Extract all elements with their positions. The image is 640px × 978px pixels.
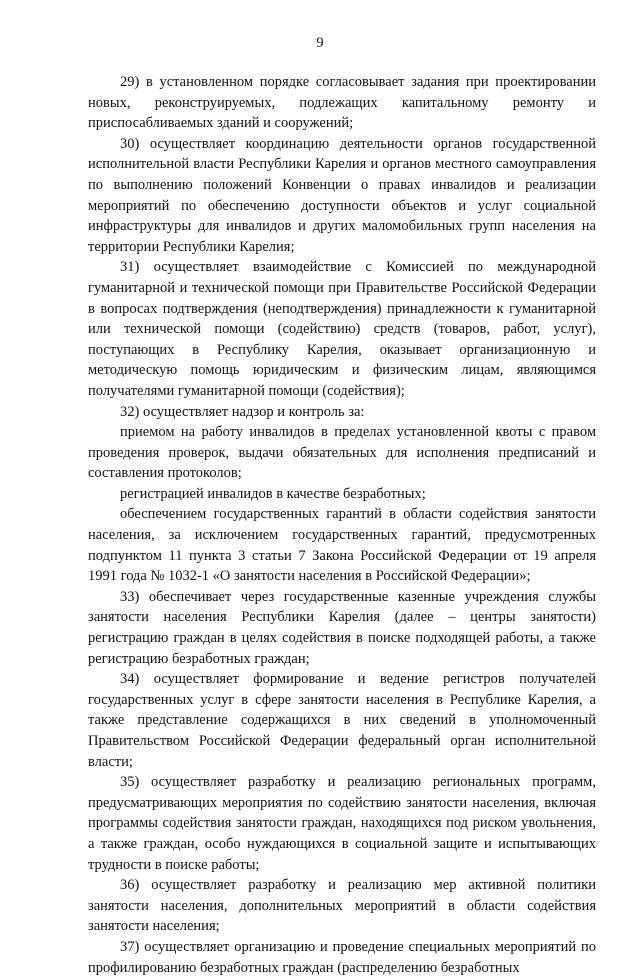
paragraph-subitem-quota: приемом на работу инвалидов в пределах установленной квоты с правом проведения проверок, выдачи обязательных для исполнения предписаний и составления протоколов; [88,424,596,482]
paragraph-item-37: 37) осуществляет организацию и проведение специальных мероприятий по профилированию безработных граждан (распределению безработных [88,938,596,976]
paragraph-item-36: 36) осуществляет разработку и реализацию мер активной политики занятости населения, дополнительных мероприятий в области содействия занятости населения; [88,877,596,935]
paragraph-subitem-guarantees: обеспечением государственных гарантий в области содействия занятости населения, за исключением государственных гарантий, предусмотренных подпунктом 11 пункта 3 статьи 7 Закона Российской Федерации от 19 апреля 1991 года № 1032-1 «О занятости населения в Российской Федерации»; [88,506,596,585]
document-body [88,72,596,978]
paragraph-item-29: 29) в установленном порядке согласовывает задания при проектировании новых, реконструируемых, подлежащих капитальному ремонту и приспосабливаемых зданий и сооружений; [88,74,596,132]
paragraph-item-34: 34) осуществляет формирование и ведение регистров получателей государственных услуг в сфере занятости населения в Республике Карелия, а также представление содержащихся в них сведений в уполномоченный Правительством Российской Федерации федеральный орган исполнительной власти; [88,671,596,770]
paragraph-item-35: 35) осуществляет разработку и реализацию региональных программ, предусматривающих мероприятия по содействию занятости населения, включая программы содействия занятости граждан, находящихся под риском увольнения, а также граждан, особо нуждающихся в социальной защите и испытывающих трудности в поиске работы; [88,774,596,873]
paragraph-subitem-registration: регистрацией инвалидов в качестве безработных; [120,485,426,502]
page-number: 9 [316,35,324,51]
paragraph-item-31: 31) осуществляет взаимодействие с Комиссией по международной гуманитарной и технической помощи при Правительстве Российской Федерации в вопросах подтверждения (неподтверждения) принадлежности к гуманитарной или технической помощи (содействию) средств (товаров, работ, услуг), поступающих в Республику Карелия, оказывает организационную и методическую помощь юридическим и физическим лицам, являющимся получателями гуманитарной помощи (содействия); [88,259,596,399]
paragraph-item-32: 32) осуществляет надзор и контроль за: [120,403,365,420]
paragraph-item-30: 30) осуществляет координацию деятельности органов государственной исполнительной власти Республики Карелия и органов местного самоуправления по выполнению положений Конвенции о правах инвалидов и реализации мероприятий по обеспечению доступности объектов и услуг социальной инфраструктуры для инвалидов и других маломобильных групп населения на территории Республики Карелия; [88,135,596,255]
paragraph-item-33: 33) обеспечивает через государственные казенные учреждения службы занятости населения Республики Карелия (далее – центры занятости) регистрацию граждан в целях содействия в поиске подходящей работы, а также регистрацию безработных граждан; [88,588,596,667]
